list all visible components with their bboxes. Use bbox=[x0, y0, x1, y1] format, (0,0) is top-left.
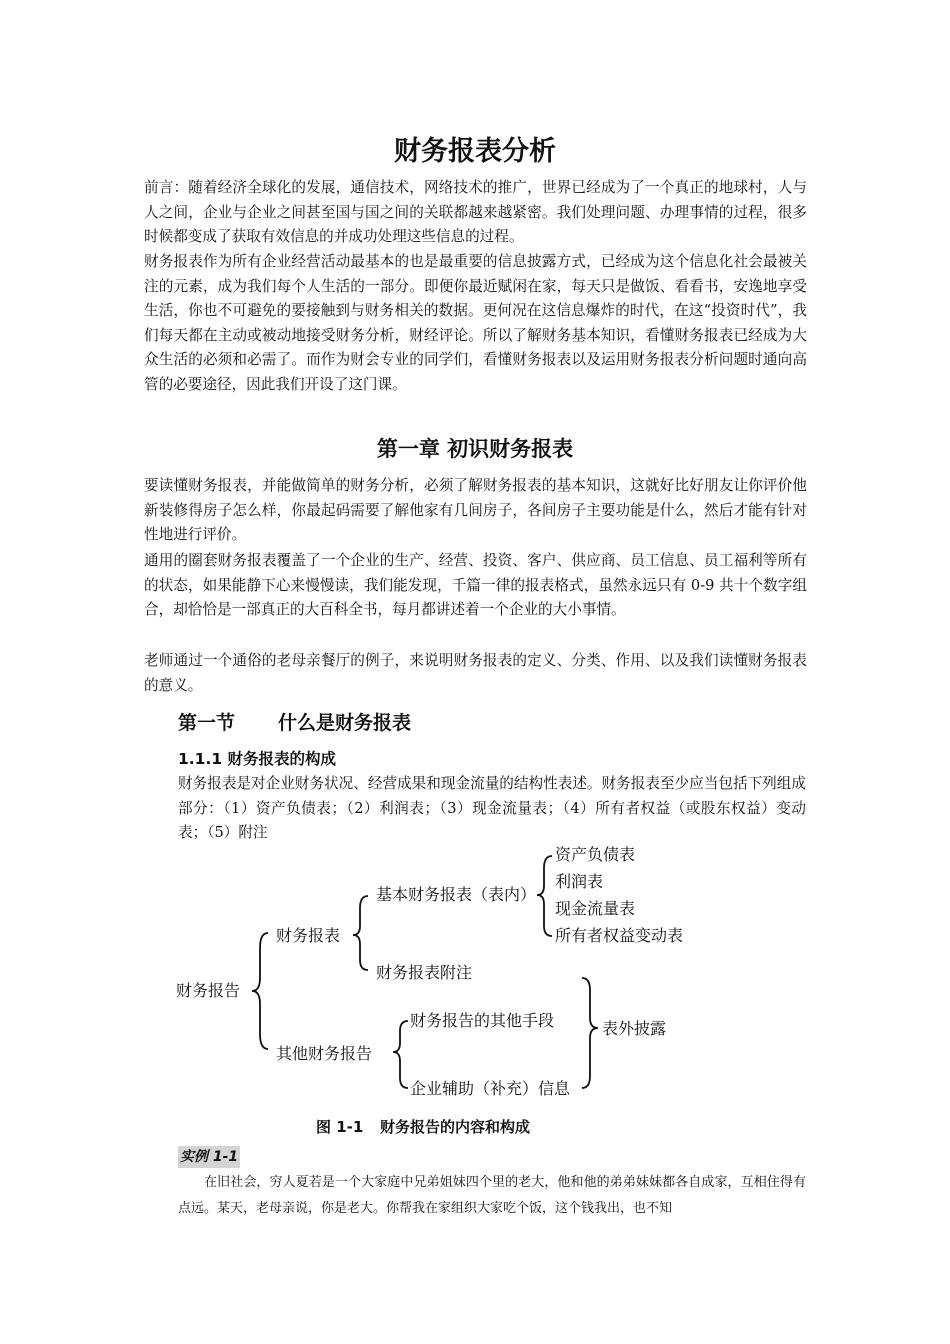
chapter-paragraph-2: 通用的圈套财务报表覆盖了一个企业的生产、经营、投资、客户、供应商、员工信息、员工福利等所有的状态，如果能静下心来慢慢读，我们能发现，千篇一律的报表格式，虽然永远只有 0-9 共十个数字组合，却恰恰是一部真正的大百科全书，每月都讲述着一个企业的大小事情。 bbox=[144, 552, 807, 619]
example-text: 在旧社会，穷人夏若是一个大家庭中兄弟姐妹四个里的老大，他和他的弟弟妹妹都各自成家，互相住得有点远。某天，老母亲说，你是老大。你帮我在家组织大家吃个饭，这个钱我出，也不知 bbox=[178, 1175, 806, 1216]
diagram-root: 财务报告 bbox=[176, 981, 241, 1000]
diagram-notes: 财务报表附注 bbox=[376, 963, 473, 982]
off-sheet-brace bbox=[582, 978, 598, 1088]
statements-brace bbox=[353, 896, 368, 970]
diagram-other-reporting: 其他财务报告 bbox=[276, 1044, 373, 1063]
diagram-other-item-1: 财务报告的其他手段 bbox=[410, 1011, 555, 1030]
diagram-basic-item-2: 利润表 bbox=[555, 872, 604, 891]
diagram-basic-item-3: 现金流量表 bbox=[555, 899, 636, 918]
subsection-title: 1.1.1 财务报表的构成 bbox=[178, 750, 337, 768]
root-brace bbox=[252, 933, 268, 1049]
subsection-paragraph: 财务报表是对企业财务状况、经营成果和现金流量的结构性表述。财务报表至少应当包括下列组成部分：（1）资产负债表；（2）利润表；（3）现金流量表；（4）所有者权益（或股东权益）变动表；（5）附注 bbox=[178, 775, 806, 842]
financial-report-structure-diagram bbox=[170, 838, 710, 1143]
diagram-off-sheet: 表外披露 bbox=[602, 1019, 667, 1038]
intro-paragraph-2: 财务报表作为所有企业经营活动最基本的也是最重要的信息披露方式，已经成为这个信息化社会最被关注的元素，成为我们每个人生活的一部分。即便你最近赋闲在家，每天只是做饭、看看书，安逸地享受生活，你也不可避免的要接触到与财务相关的数据。更何况在这信息爆炸的时代，在这“投资时代”，我们每天都在主动或被动地接受财务分析，财经评论。所以了解财务基本知识，看懂财务报表已经成为大众生活的必须和必需了。而作为财会专业的同学们，看懂财务报表以及运用财务报表分析问题时通向高管的必要途径，因此我们开设了这门课。 bbox=[144, 253, 807, 393]
intro-paragraph-1: 前言：随着经济全球化的发展，通信技术，网络技术的推广，世界已经成为了一个真正的地球村，人与人之间，企业与企业之间甚至国与国之间的关联都越来越紧密。我们处理问题、办理事情的过程，很多时候都变成了获取有效信息的并成功处理这些信息的过程。 bbox=[144, 179, 807, 246]
chapter-title: 第一章 初识财务报表 bbox=[376, 437, 574, 461]
other-reporting-brace bbox=[393, 1021, 408, 1088]
diagram-basic-statements: 基本财务报表（表内） bbox=[376, 885, 537, 904]
diagram-basic-item-4: 所有者权益变动表 bbox=[555, 926, 684, 945]
diagram-basic-item-1: 资产负债表 bbox=[555, 845, 636, 864]
section-heading bbox=[178, 708, 411, 738]
basic-items-brace bbox=[537, 856, 552, 936]
section-number: 第一节 bbox=[178, 712, 236, 734]
diagram-other-item-2: 企业辅助（补充）信息 bbox=[410, 1079, 571, 1098]
chapter-paragraph-3: 老师通过一个通俗的老母亲餐厅的例子，来说明财务报表的定义、分类、作用、以及我们读懂财务报表的意义。 bbox=[144, 652, 807, 694]
diagram-caption-number: 图 1-1 bbox=[316, 1118, 364, 1136]
diagram-caption-text: 财务报告的内容和构成 bbox=[380, 1118, 531, 1136]
example-paragraph bbox=[178, 1170, 806, 1222]
section-title: 什么是财务报表 bbox=[278, 712, 412, 734]
diagram-statements: 财务报表 bbox=[276, 926, 341, 945]
example-tag: 实例 1-1 bbox=[178, 1146, 240, 1168]
chapter-paragraph-1: 要读懂财务报表，并能做简单的财务分析，必须了解财务报表的基本知识，这就好比好朋友让你评价他新装修得房子怎么样，你最起码需要了解他家有几间房子，各间房子主要功能是什么，然后才能有针对性地进行评价。 bbox=[144, 477, 807, 544]
document-title: 财务报表分析 bbox=[394, 136, 556, 167]
